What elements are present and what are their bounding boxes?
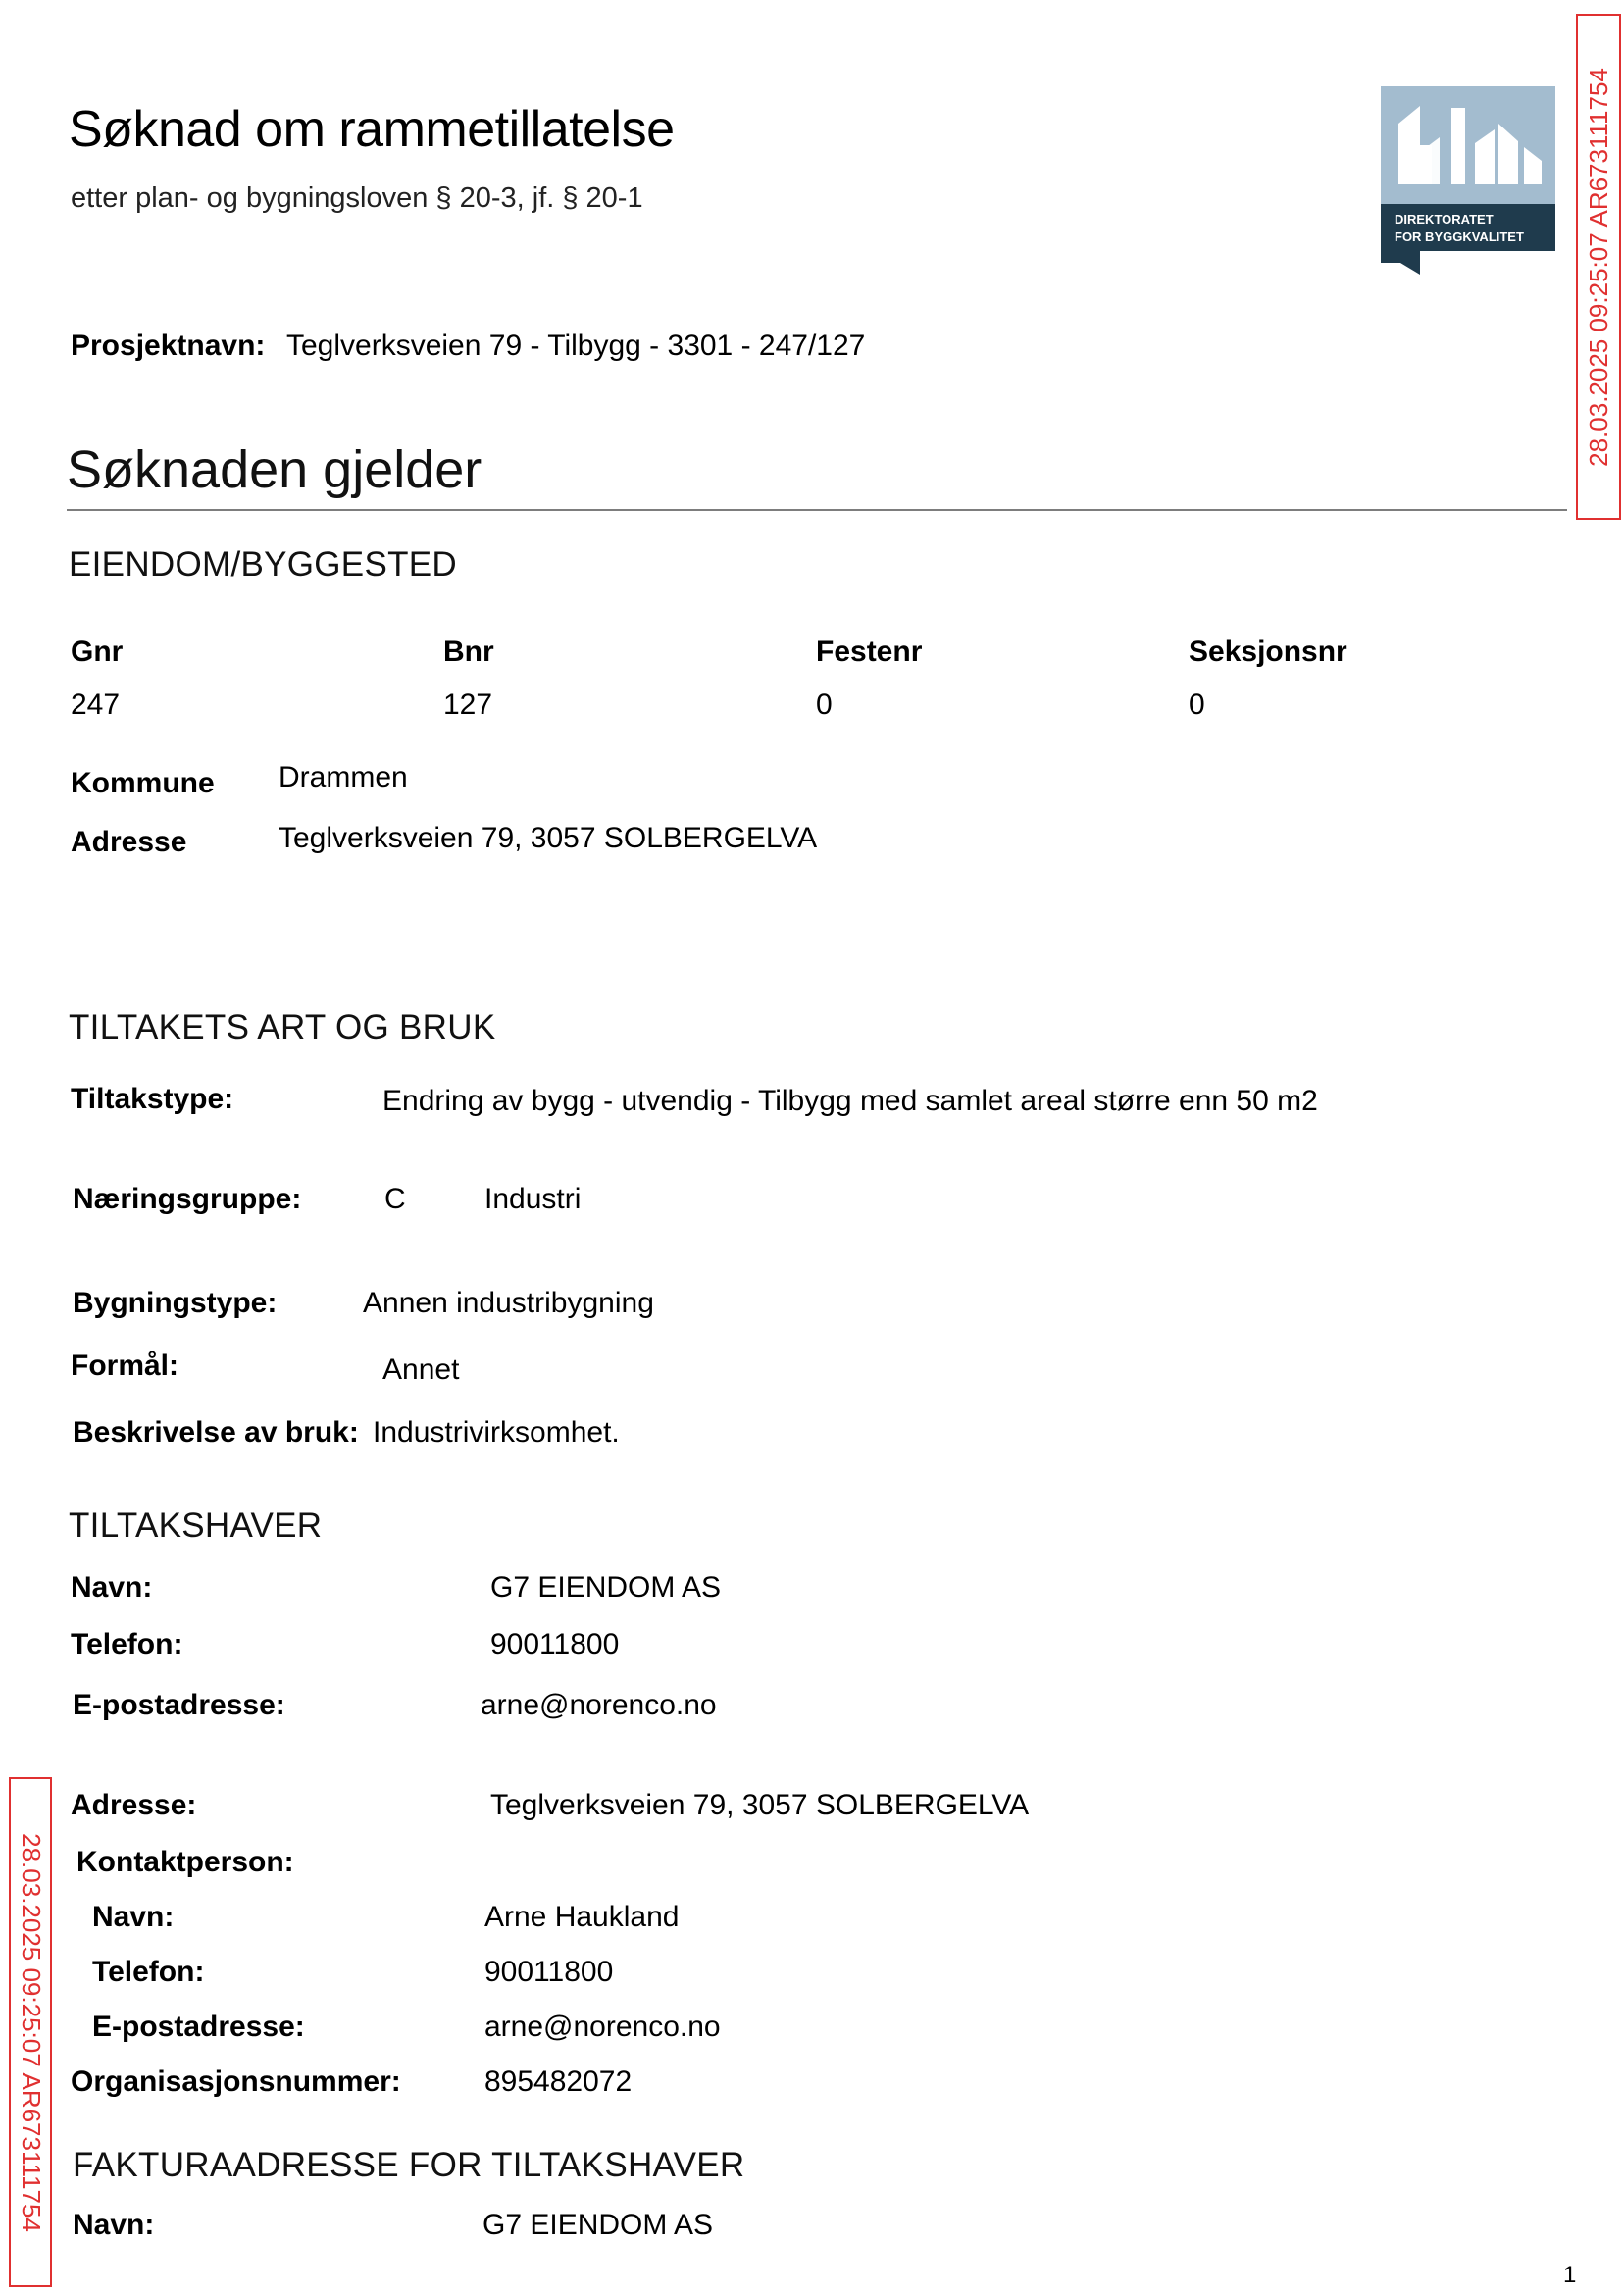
owner-adresse-value: Teglverksveien 79, 3057 SOLBERGELVA	[490, 1789, 1030, 1821]
stamp-text-top-right: 28.03.2025 09:25:07 AR673111754	[1583, 67, 1613, 467]
logo-text-line1: DIREKTORATET	[1395, 212, 1494, 227]
gnr-label: Gnr	[71, 636, 124, 668]
owner-heading: TILTAKSHAVER	[69, 1506, 323, 1545]
orgnr-label: Organisasjonsnummer:	[71, 2065, 401, 2098]
stamp-text-left: 28.03.2025 09:25:07 AR673111754	[16, 1832, 46, 2232]
naeringsgruppe-value: Industri	[484, 1183, 582, 1215]
project-name-value: Teglverksveien 79 - Tilbygg - 3301 - 247/127	[286, 330, 866, 362]
seksjonsnr-label: Seksjonsnr	[1189, 636, 1347, 668]
festenr-label: Festenr	[816, 636, 923, 668]
owner-navn-label: Navn:	[71, 1571, 153, 1604]
bygningstype-value: Annen industribygning	[363, 1287, 654, 1319]
orgnr-value: 895482072	[484, 2065, 633, 2098]
kontakt-telefon-value: 90011800	[484, 1956, 614, 1988]
kontakt-navn-value: Arne Haukland	[484, 1901, 680, 1933]
owner-telefon-label: Telefon:	[71, 1628, 183, 1660]
property-heading: EIENDOM/BYGGESTED	[69, 545, 457, 584]
owner-epost-value: arne@norenco.no	[481, 1689, 717, 1721]
owner-telefon-value: 90011800	[490, 1628, 620, 1660]
section-divider	[67, 509, 1567, 511]
kontakt-epost-label: E-postadresse:	[92, 2011, 305, 2043]
tiltakstype-label: Tiltakstype:	[71, 1083, 234, 1115]
festenr-value: 0	[816, 688, 833, 721]
document-title: Søknad om rammetillatelse	[69, 101, 675, 158]
invoice-navn-label: Navn:	[73, 2209, 155, 2241]
kontaktperson-label: Kontaktperson:	[76, 1846, 294, 1878]
page-number: 1	[1563, 2262, 1577, 2288]
invoice-heading: FAKTURAADRESSE FOR TILTAKSHAVER	[73, 2146, 745, 2184]
tiltakstype-value: Endring av bygg - utvendig - Tilbygg med samlet areal større enn 50 m2	[382, 1085, 1318, 1117]
kommune-value: Drammen	[279, 761, 408, 793]
bnr-label: Bnr	[443, 636, 494, 668]
timestamp-stamp-top-right	[1576, 14, 1621, 520]
timestamp-stamp-left	[9, 1777, 52, 2287]
kommune-label: Kommune	[71, 767, 215, 799]
formaal-label: Formål:	[71, 1350, 179, 1382]
kontakt-navn-label: Navn:	[92, 1901, 175, 1933]
owner-adresse-label: Adresse:	[71, 1789, 197, 1821]
measure-heading: TILTAKETS ART OG BRUK	[69, 1008, 496, 1046]
gnr-value: 247	[71, 688, 121, 721]
adresse-value: Teglverksveien 79, 3057 SOLBERGELVA	[279, 822, 818, 854]
seksjonsnr-value: 0	[1189, 688, 1205, 721]
beskrivelse-label: Beskrivelse av bruk:	[73, 1416, 359, 1449]
kontakt-telefon-label: Telefon:	[92, 1956, 205, 1988]
dibk-logo	[1381, 86, 1555, 275]
bygningstype-label: Bygningstype:	[73, 1287, 278, 1319]
section-title: Søknaden gjelder	[67, 440, 482, 499]
naeringsgruppe-code: C	[384, 1183, 406, 1215]
owner-epost-label: E-postadresse:	[73, 1689, 285, 1721]
invoice-navn-value: G7 EIENDOM AS	[482, 2209, 714, 2241]
formaal-value: Annet	[382, 1353, 460, 1386]
adresse-label: Adresse	[71, 826, 187, 858]
logo-text-line2: FOR BYGGKVALITET	[1395, 229, 1524, 244]
owner-navn-value: G7 EIENDOM AS	[490, 1571, 722, 1604]
naeringsgruppe-label: Næringsgruppe:	[73, 1183, 302, 1215]
beskrivelse-value: Industrivirksomhet.	[373, 1416, 620, 1449]
bnr-value: 127	[443, 688, 493, 721]
document-subtitle: etter plan- og bygningsloven § 20-3, jf. § 20-1	[71, 182, 643, 214]
kontakt-epost-value: arne@norenco.no	[484, 2011, 721, 2043]
project-name-label: Prosjektnavn:	[71, 330, 266, 362]
dibk-logo-icon	[1381, 86, 1555, 275]
